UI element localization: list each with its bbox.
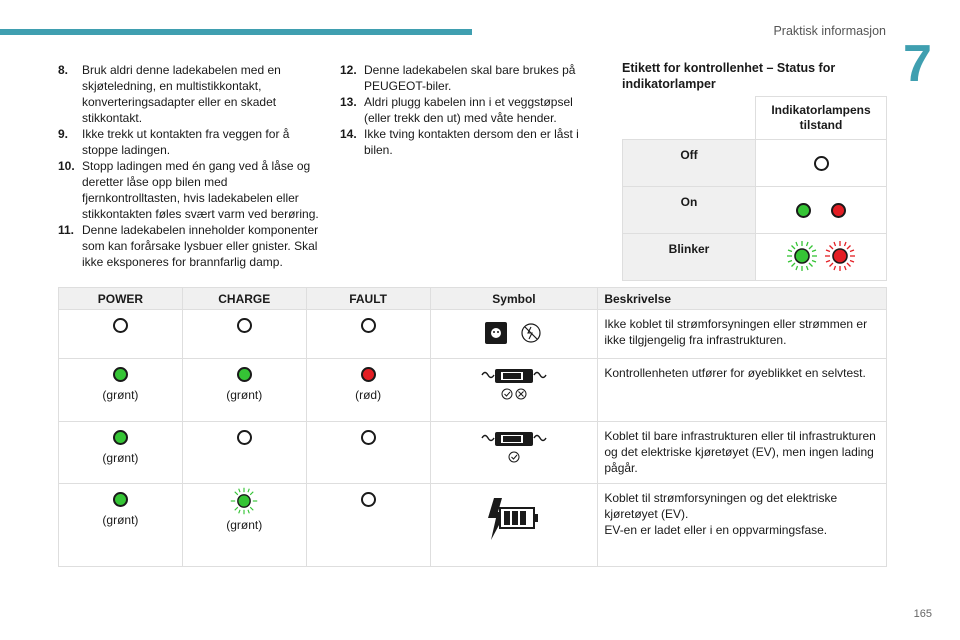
indicator-section-title: Etikett for kontrollenhet – Status for indikatorlamper xyxy=(622,61,836,91)
led-green-icon xyxy=(796,203,811,218)
led-caption: (grønt) xyxy=(102,451,139,466)
led-green-icon xyxy=(113,367,128,382)
page-number: 165 xyxy=(913,608,932,620)
list-item-text: Aldri plugg kabelen inn i et veggstøpsel (eller trekk den ut) med våte hender. xyxy=(364,95,573,125)
indicator-legend-table xyxy=(622,96,887,281)
power-plug-icon xyxy=(479,318,549,348)
table-row xyxy=(623,140,887,187)
instruction-list-left xyxy=(58,62,328,270)
list-item-text: Ikke tving kontakten dersom den er låst i bilen. xyxy=(364,127,579,157)
list-item-number: 11. xyxy=(58,223,75,237)
list-item-text: Bruk aldri denne ladekabelen med en skjøteledning, en multistikkontakt, konverteringsadapter eller en skadet stikkontakt. xyxy=(82,63,281,125)
description-cell: Koblet til bare infrastrukturen eller til infrastrukturen og det elektriske kjøretøyet (EV), men ingen lading pågår. xyxy=(598,422,887,484)
table-row xyxy=(59,359,887,422)
indicator-label: Blinker xyxy=(623,234,756,281)
column-header-charge: CHARGE xyxy=(182,288,306,310)
fault-cell xyxy=(306,422,430,484)
power-cell xyxy=(59,310,183,359)
symbol-cell xyxy=(430,484,598,567)
list-item xyxy=(340,126,600,158)
led-off-icon xyxy=(814,156,829,171)
charge-cell xyxy=(182,359,306,422)
led-caption: (rød) xyxy=(355,388,382,403)
list-item-text: Ikke trekk ut kontakten fra veggen for å stoppe ladingen. xyxy=(82,127,290,157)
symbol-cell xyxy=(430,310,598,359)
power-cell xyxy=(59,359,183,422)
led-green-blinking-icon xyxy=(785,239,819,273)
empty-header-cell xyxy=(623,97,756,140)
list-item xyxy=(58,222,328,270)
indicator-state-header: Indikatorlampens tilstand xyxy=(756,97,887,140)
indicator-value xyxy=(756,234,887,281)
led-off-icon xyxy=(361,492,376,507)
list-item-number: 13. xyxy=(340,95,357,109)
description-cell: Kontrollenheten utfører for øyeblikket en selvtest. xyxy=(598,359,887,422)
led-green-icon xyxy=(113,492,128,507)
table-row xyxy=(59,422,887,484)
led-off-icon xyxy=(361,430,376,445)
led-green-icon xyxy=(113,430,128,445)
list-item xyxy=(58,158,328,222)
list-item-number: 9. xyxy=(58,127,69,141)
power-cell xyxy=(59,484,183,567)
description-cell: Koblet til strømforsyningen og det elektriske kjøretøyet (EV). EV-en er ladet eller i en oppvarmingsfase. xyxy=(598,484,887,567)
column-header-power: POWER xyxy=(59,288,183,310)
symbol-cell xyxy=(430,422,598,484)
led-caption: (grønt) xyxy=(226,388,263,403)
cable-connected-icon xyxy=(478,430,550,466)
table-row xyxy=(59,310,887,359)
led-green-icon xyxy=(237,367,252,382)
led-off-icon xyxy=(237,430,252,445)
indicator-value xyxy=(756,140,887,187)
list-item xyxy=(58,62,328,126)
table-row xyxy=(623,234,887,281)
list-item-text: Denne ladekabelen inneholder komponenter som kan forårsake lysbuer eller gnister. Skal ikke eksponeres for brannfarlig damp. xyxy=(82,223,319,269)
description-cell: Ikke koblet til strømforsyningen eller strømmen er ikke tilgjengelig fra infrastrukturen. xyxy=(598,310,887,359)
led-red-blinking-icon xyxy=(823,239,857,273)
table-row xyxy=(59,484,887,567)
led-red-icon xyxy=(361,367,376,382)
led-red-icon xyxy=(831,203,846,218)
led-caption: (grønt) xyxy=(102,513,139,528)
fault-cell xyxy=(306,484,430,567)
cable-selftest-icon xyxy=(478,367,550,403)
fault-cell xyxy=(306,359,430,422)
list-item-number: 8. xyxy=(58,63,69,77)
status-table xyxy=(58,287,887,567)
header-accent-bar xyxy=(0,29,472,35)
charge-cell xyxy=(182,484,306,567)
led-off-icon xyxy=(237,318,252,333)
power-cell xyxy=(59,422,183,484)
led-caption: (grønt) xyxy=(226,518,263,532)
indicator-value xyxy=(756,187,887,234)
list-item-number: 14. xyxy=(340,127,357,141)
column-header-symbol: Symbol xyxy=(430,288,598,310)
symbol-cell xyxy=(430,359,598,422)
column-header-description: Beskrivelse xyxy=(598,288,887,310)
list-item xyxy=(58,126,328,158)
table-row xyxy=(623,187,887,234)
led-off-icon xyxy=(113,318,128,333)
list-item-number: 10. xyxy=(58,159,75,173)
charge-cell xyxy=(182,422,306,484)
fault-cell xyxy=(306,310,430,359)
column-header-fault: FAULT xyxy=(306,288,430,310)
list-item xyxy=(340,62,600,94)
led-off-icon xyxy=(361,318,376,333)
list-item xyxy=(340,94,600,126)
list-item-text: Stopp ladingen med én gang ved å låse og deretter låse opp bilen med fjernkontrolltasten, hvis ladekabelen eller stikkontakten føles svært varm ved berøring. xyxy=(82,159,319,221)
battery-charging-icon xyxy=(484,492,544,544)
indicator-label: On xyxy=(623,187,756,234)
instruction-list-right xyxy=(340,62,600,158)
charge-cell xyxy=(182,310,306,359)
list-item-text: Denne ladekabelen skal bare brukes på PEUGEOT-biler. xyxy=(364,63,576,93)
led-caption: (grønt) xyxy=(102,388,139,403)
page-header-title: Praktisk informasjon xyxy=(773,24,886,38)
indicator-label: Off xyxy=(623,140,756,187)
list-item-number: 12. xyxy=(340,63,357,77)
chapter-number: 7 xyxy=(903,35,932,93)
led-green-blinking-icon xyxy=(227,486,261,516)
